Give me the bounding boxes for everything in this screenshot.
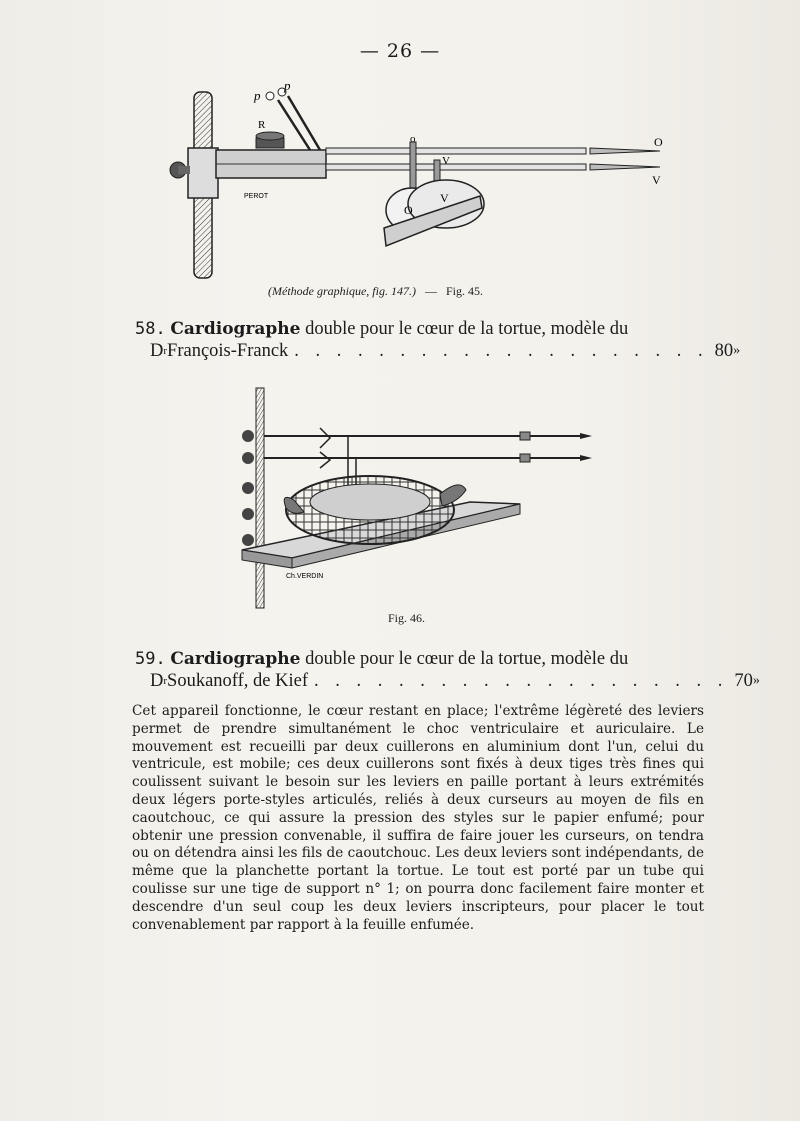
entry-59-price-line [135, 670, 760, 692]
label-V-right: V [652, 173, 661, 187]
label-O-right: O [654, 135, 663, 149]
caption-source: (Méthode graphique, fig. 147.) [268, 284, 416, 298]
doctor-prefix: D [150, 671, 164, 691]
label-v-top: V [442, 155, 450, 167]
figure-45-caption [268, 284, 588, 299]
entry-59-title-line [135, 648, 705, 670]
entry-58-title-line [135, 318, 705, 340]
figure-45-illustration [160, 78, 720, 288]
catalog-entry-58 [135, 318, 741, 362]
entry-title-rest: double pour le cœur de la tortue, modèle du [300, 319, 629, 339]
label-o-top: o [410, 133, 416, 145]
entry-title-bold: Cardiographe [170, 649, 301, 669]
doctor-sup: r [163, 345, 168, 357]
doctor-name: Soukanoff, de Kief [167, 671, 308, 691]
maker-mark-perot: PEROT [244, 193, 269, 200]
price-unit: » [752, 673, 760, 688]
caption-fig-45: Fig. 45. [445, 284, 483, 298]
label-p2: p [284, 78, 291, 93]
leader-dots: . . . . . . . . . . . . . . . . . . . . [314, 671, 729, 691]
price: 70 [734, 671, 753, 691]
maker-mark-verdin: Ch.VERDIN [286, 573, 324, 580]
price-unit: » [733, 343, 741, 358]
entry-title-rest: double pour le cœur de la tortue, modèle du [300, 649, 629, 669]
label-R: R [258, 119, 266, 131]
doctor-prefix: D [150, 341, 164, 361]
catalog-entry-59 [135, 648, 760, 692]
entry-58-price-line [135, 340, 741, 362]
caption-dash: — [424, 284, 437, 298]
price: 80 [714, 341, 734, 361]
leader-dots: . . . . . . . . . . . . . . . . . . . . [294, 341, 709, 361]
description-paragraph: Cet appareil fonctionne, le cœur restant en place; l'extrême légèreté des leviers permet de prendre simultanément le choc ventriculaire et auriculaire. Le mouvement est recueilli par deux cuillerons en aluminium dont l'un, celui du ventricule, est mobile; ces deux cuillerons sont fixés à deux tiges très fines qui coulissent suivant le besoin sur les leviers en paille portant à leurs extrémités deux légers porte-styles articulés, reliés à deux curseurs au moyen de fils en caoutchouc, ce qui assure la pression des styles sur le papier enfumé; pour obtenir une pression convenable, il suffira de faire jouer les curseurs, on tendra ou on détendra ainsi les fils de caoutchouc. Les deux leviers sont indépendants, de même que la planchette portant la tortue. Le tout est porté par un tube qui coulisse sur une tige de support n° 1; on pourra donc facilement faire monter et descendre d'un seul coup les deux leviers inscripteurs, pour placer le tout convenablement par rapport à la feuille enfumée. [132, 703, 704, 933]
entry-number: 59. [135, 649, 166, 669]
figure-46-illustration [220, 382, 610, 612]
label-p1: p [254, 88, 261, 103]
entry-title-bold: Cardiographe [170, 319, 301, 339]
label-v-bulb: V [440, 191, 449, 205]
label-o-bulb: O [404, 203, 413, 217]
entry-number: 58. [135, 319, 166, 339]
page-number: — 26 — [359, 40, 441, 62]
doctor-sup: r [163, 675, 168, 687]
figure-46-caption: Fig. 46. [388, 611, 426, 625]
doctor-name: François-Franck [167, 341, 289, 361]
